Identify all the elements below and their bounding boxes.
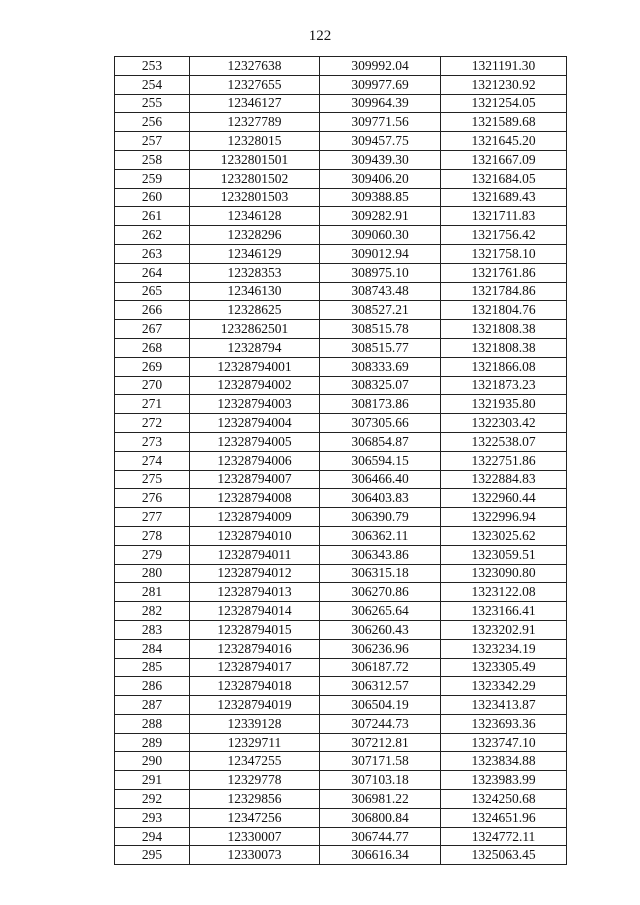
point-id-cell: 12328625 xyxy=(190,301,320,320)
x-coordinate-cell: 306854.87 xyxy=(320,432,441,451)
point-id-cell: 12328353 xyxy=(190,263,320,282)
x-coordinate-cell: 306504.19 xyxy=(320,696,441,715)
point-number-cell: 283 xyxy=(115,620,190,639)
point-id-cell: 12328794013 xyxy=(190,583,320,602)
y-coordinate-cell: 1321684.05 xyxy=(441,169,567,188)
y-coordinate-cell: 1323834.88 xyxy=(441,752,567,771)
table-row xyxy=(115,150,567,169)
table-row xyxy=(115,395,567,414)
y-coordinate-cell: 1321758.10 xyxy=(441,244,567,263)
y-coordinate-cell: 1322538.07 xyxy=(441,432,567,451)
point-number-cell: 257 xyxy=(115,132,190,151)
table-row xyxy=(115,94,567,113)
point-id-cell: 12346130 xyxy=(190,282,320,301)
point-number-cell: 255 xyxy=(115,94,190,113)
point-id-cell: 12346129 xyxy=(190,244,320,263)
point-number-cell: 260 xyxy=(115,188,190,207)
point-id-cell: 12330007 xyxy=(190,827,320,846)
table-row xyxy=(115,639,567,658)
point-id-cell: 12328794001 xyxy=(190,357,320,376)
y-coordinate-cell: 1323413.87 xyxy=(441,696,567,715)
page-number: 122 xyxy=(308,28,332,44)
table-row xyxy=(115,432,567,451)
point-number-cell: 280 xyxy=(115,564,190,583)
table-row xyxy=(115,714,567,733)
y-coordinate-cell: 1321873.23 xyxy=(441,376,567,395)
point-number-cell: 278 xyxy=(115,526,190,545)
point-number-cell: 275 xyxy=(115,470,190,489)
point-number-cell: 286 xyxy=(115,677,190,696)
y-coordinate-cell: 1321711.83 xyxy=(441,207,567,226)
x-coordinate-cell: 306315.18 xyxy=(320,564,441,583)
x-coordinate-cell: 306466.40 xyxy=(320,470,441,489)
table-row xyxy=(115,771,567,790)
point-id-cell: 12330073 xyxy=(190,846,320,865)
y-coordinate-cell: 1324651.96 xyxy=(441,808,567,827)
x-coordinate-cell: 306236.96 xyxy=(320,639,441,658)
point-id-cell: 12328794003 xyxy=(190,395,320,414)
table-row xyxy=(115,733,567,752)
y-coordinate-cell: 1323747.10 xyxy=(441,733,567,752)
y-coordinate-cell: 1322960.44 xyxy=(441,489,567,508)
point-number-cell: 284 xyxy=(115,639,190,658)
y-coordinate-cell: 1321689.43 xyxy=(441,188,567,207)
x-coordinate-cell: 306260.43 xyxy=(320,620,441,639)
point-id-cell: 12328794019 xyxy=(190,696,320,715)
point-id-cell: 12328794006 xyxy=(190,451,320,470)
y-coordinate-cell: 1324250.68 xyxy=(441,790,567,809)
point-id-cell: 12328794002 xyxy=(190,376,320,395)
x-coordinate-cell: 306187.72 xyxy=(320,658,441,677)
table-row xyxy=(115,602,567,621)
point-number-cell: 256 xyxy=(115,113,190,132)
table-row xyxy=(115,244,567,263)
point-id-cell: 12347255 xyxy=(190,752,320,771)
table-row xyxy=(115,583,567,602)
table-row xyxy=(115,57,567,76)
point-number-cell: 254 xyxy=(115,75,190,94)
point-number-cell: 282 xyxy=(115,602,190,621)
table-row xyxy=(115,790,567,809)
table-row xyxy=(115,132,567,151)
coordinates-table-body xyxy=(115,57,567,865)
y-coordinate-cell: 1323202.91 xyxy=(441,620,567,639)
point-id-cell: 12328794 xyxy=(190,338,320,357)
x-coordinate-cell: 308527.21 xyxy=(320,301,441,320)
table-row xyxy=(115,113,567,132)
y-coordinate-cell: 1323305.49 xyxy=(441,658,567,677)
table-row xyxy=(115,188,567,207)
table-row xyxy=(115,677,567,696)
y-coordinate-cell: 1321935.80 xyxy=(441,395,567,414)
x-coordinate-cell: 306744.77 xyxy=(320,827,441,846)
point-id-cell: 12328794018 xyxy=(190,677,320,696)
x-coordinate-cell: 306594.15 xyxy=(320,451,441,470)
point-number-cell: 290 xyxy=(115,752,190,771)
point-id-cell: 12328794004 xyxy=(190,414,320,433)
point-id-cell: 12339128 xyxy=(190,714,320,733)
table-row xyxy=(115,282,567,301)
y-coordinate-cell: 1323090.80 xyxy=(441,564,567,583)
x-coordinate-cell: 306270.86 xyxy=(320,583,441,602)
table-row xyxy=(115,470,567,489)
point-number-cell: 279 xyxy=(115,545,190,564)
point-number-cell: 270 xyxy=(115,376,190,395)
point-number-cell: 276 xyxy=(115,489,190,508)
table-row xyxy=(115,846,567,865)
point-id-cell: 12347256 xyxy=(190,808,320,827)
point-id-cell: 12328794014 xyxy=(190,602,320,621)
y-coordinate-cell: 1322751.86 xyxy=(441,451,567,470)
x-coordinate-cell: 307244.73 xyxy=(320,714,441,733)
x-coordinate-cell: 306616.34 xyxy=(320,846,441,865)
point-id-cell: 1232862501 xyxy=(190,320,320,339)
point-id-cell: 12329856 xyxy=(190,790,320,809)
point-number-cell: 285 xyxy=(115,658,190,677)
point-id-cell: 12346127 xyxy=(190,94,320,113)
point-number-cell: 266 xyxy=(115,301,190,320)
y-coordinate-cell: 1325063.45 xyxy=(441,846,567,865)
point-number-cell: 273 xyxy=(115,432,190,451)
table-row xyxy=(115,545,567,564)
y-coordinate-cell: 1323342.29 xyxy=(441,677,567,696)
point-id-cell: 12328794009 xyxy=(190,508,320,527)
point-id-cell: 12328296 xyxy=(190,226,320,245)
point-id-cell: 12328794016 xyxy=(190,639,320,658)
y-coordinate-cell: 1323122.08 xyxy=(441,583,567,602)
point-id-cell: 12328794015 xyxy=(190,620,320,639)
point-id-cell: 12328794010 xyxy=(190,526,320,545)
x-coordinate-cell: 308975.10 xyxy=(320,263,441,282)
point-id-cell: 1232801503 xyxy=(190,188,320,207)
x-coordinate-cell: 309406.20 xyxy=(320,169,441,188)
y-coordinate-cell: 1323234.19 xyxy=(441,639,567,658)
table-row xyxy=(115,752,567,771)
point-number-cell: 259 xyxy=(115,169,190,188)
y-coordinate-cell: 1321808.38 xyxy=(441,338,567,357)
point-number-cell: 287 xyxy=(115,696,190,715)
y-coordinate-cell: 1323983.99 xyxy=(441,771,567,790)
x-coordinate-cell: 306390.79 xyxy=(320,508,441,527)
y-coordinate-cell: 1322884.83 xyxy=(441,470,567,489)
x-coordinate-cell: 309060.30 xyxy=(320,226,441,245)
table-row xyxy=(115,526,567,545)
point-id-cell: 12328794017 xyxy=(190,658,320,677)
y-coordinate-cell: 1321761.86 xyxy=(441,263,567,282)
x-coordinate-cell: 306403.83 xyxy=(320,489,441,508)
point-number-cell: 267 xyxy=(115,320,190,339)
table-row xyxy=(115,357,567,376)
y-coordinate-cell: 1323059.51 xyxy=(441,545,567,564)
point-number-cell: 295 xyxy=(115,846,190,865)
x-coordinate-cell: 306343.86 xyxy=(320,545,441,564)
point-number-cell: 281 xyxy=(115,583,190,602)
x-coordinate-cell: 306800.84 xyxy=(320,808,441,827)
table-row xyxy=(115,414,567,433)
point-id-cell: 12328794011 xyxy=(190,545,320,564)
point-number-cell: 291 xyxy=(115,771,190,790)
table-row xyxy=(115,564,567,583)
point-id-cell: 12328794008 xyxy=(190,489,320,508)
y-coordinate-cell: 1321645.20 xyxy=(441,132,567,151)
x-coordinate-cell: 309457.75 xyxy=(320,132,441,151)
point-number-cell: 264 xyxy=(115,263,190,282)
x-coordinate-cell: 307171.58 xyxy=(320,752,441,771)
y-coordinate-cell: 1321808.38 xyxy=(441,320,567,339)
y-coordinate-cell: 1324772.11 xyxy=(441,827,567,846)
x-coordinate-cell: 306362.11 xyxy=(320,526,441,545)
x-coordinate-cell: 307103.18 xyxy=(320,771,441,790)
point-id-cell: 12327655 xyxy=(190,75,320,94)
point-number-cell: 269 xyxy=(115,357,190,376)
point-number-cell: 292 xyxy=(115,790,190,809)
x-coordinate-cell: 309977.69 xyxy=(320,75,441,94)
table-row xyxy=(115,451,567,470)
point-number-cell: 274 xyxy=(115,451,190,470)
x-coordinate-cell: 309388.85 xyxy=(320,188,441,207)
y-coordinate-cell: 1321667.09 xyxy=(441,150,567,169)
point-id-cell: 12327638 xyxy=(190,57,320,76)
y-coordinate-cell: 1322303.42 xyxy=(441,414,567,433)
y-coordinate-cell: 1321589.68 xyxy=(441,113,567,132)
point-number-cell: 288 xyxy=(115,714,190,733)
point-number-cell: 253 xyxy=(115,57,190,76)
point-id-cell: 12329778 xyxy=(190,771,320,790)
point-id-cell: 1232801502 xyxy=(190,169,320,188)
point-id-cell: 12328015 xyxy=(190,132,320,151)
x-coordinate-cell: 309964.39 xyxy=(320,94,441,113)
point-number-cell: 294 xyxy=(115,827,190,846)
y-coordinate-cell: 1321804.76 xyxy=(441,301,567,320)
y-coordinate-cell: 1323025.62 xyxy=(441,526,567,545)
point-id-cell: 12328794005 xyxy=(190,432,320,451)
table-row xyxy=(115,301,567,320)
x-coordinate-cell: 308325.07 xyxy=(320,376,441,395)
y-coordinate-cell: 1321254.05 xyxy=(441,94,567,113)
point-number-cell: 265 xyxy=(115,282,190,301)
x-coordinate-cell: 308173.86 xyxy=(320,395,441,414)
table-row xyxy=(115,808,567,827)
point-number-cell: 277 xyxy=(115,508,190,527)
x-coordinate-cell: 308333.69 xyxy=(320,357,441,376)
y-coordinate-cell: 1322996.94 xyxy=(441,508,567,527)
x-coordinate-cell: 308515.77 xyxy=(320,338,441,357)
point-number-cell: 262 xyxy=(115,226,190,245)
x-coordinate-cell: 306312.57 xyxy=(320,677,441,696)
x-coordinate-cell: 309771.56 xyxy=(320,113,441,132)
table-row xyxy=(115,320,567,339)
table-row xyxy=(115,376,567,395)
table-row xyxy=(115,226,567,245)
y-coordinate-cell: 1321230.92 xyxy=(441,75,567,94)
point-id-cell: 12327789 xyxy=(190,113,320,132)
table-row xyxy=(115,696,567,715)
y-coordinate-cell: 1321756.42 xyxy=(441,226,567,245)
table-row xyxy=(115,75,567,94)
table-row xyxy=(115,508,567,527)
x-coordinate-cell: 308743.48 xyxy=(320,282,441,301)
x-coordinate-cell: 307212.81 xyxy=(320,733,441,752)
point-number-cell: 258 xyxy=(115,150,190,169)
point-number-cell: 261 xyxy=(115,207,190,226)
table-row xyxy=(115,169,567,188)
point-number-cell: 272 xyxy=(115,414,190,433)
point-number-cell: 268 xyxy=(115,338,190,357)
point-number-cell: 271 xyxy=(115,395,190,414)
table-row xyxy=(115,620,567,639)
x-coordinate-cell: 308515.78 xyxy=(320,320,441,339)
point-id-cell: 1232801501 xyxy=(190,150,320,169)
point-id-cell: 12328794012 xyxy=(190,564,320,583)
point-number-cell: 289 xyxy=(115,733,190,752)
point-id-cell: 12328794007 xyxy=(190,470,320,489)
point-id-cell: 12329711 xyxy=(190,733,320,752)
x-coordinate-cell: 307305.66 xyxy=(320,414,441,433)
y-coordinate-cell: 1321191.30 xyxy=(441,57,567,76)
y-coordinate-cell: 1323693.36 xyxy=(441,714,567,733)
point-number-cell: 263 xyxy=(115,244,190,263)
coordinates-table xyxy=(114,56,567,865)
table-row xyxy=(115,263,567,282)
table-row xyxy=(115,489,567,508)
table-row xyxy=(115,338,567,357)
y-coordinate-cell: 1323166.41 xyxy=(441,602,567,621)
table-row xyxy=(115,207,567,226)
x-coordinate-cell: 309012.94 xyxy=(320,244,441,263)
table-row xyxy=(115,658,567,677)
y-coordinate-cell: 1321866.08 xyxy=(441,357,567,376)
x-coordinate-cell: 309282.91 xyxy=(320,207,441,226)
point-id-cell: 12346128 xyxy=(190,207,320,226)
point-number-cell: 293 xyxy=(115,808,190,827)
x-coordinate-cell: 306265.64 xyxy=(320,602,441,621)
x-coordinate-cell: 309992.04 xyxy=(320,57,441,76)
y-coordinate-cell: 1321784.86 xyxy=(441,282,567,301)
x-coordinate-cell: 309439.30 xyxy=(320,150,441,169)
table-row xyxy=(115,827,567,846)
x-coordinate-cell: 306981.22 xyxy=(320,790,441,809)
